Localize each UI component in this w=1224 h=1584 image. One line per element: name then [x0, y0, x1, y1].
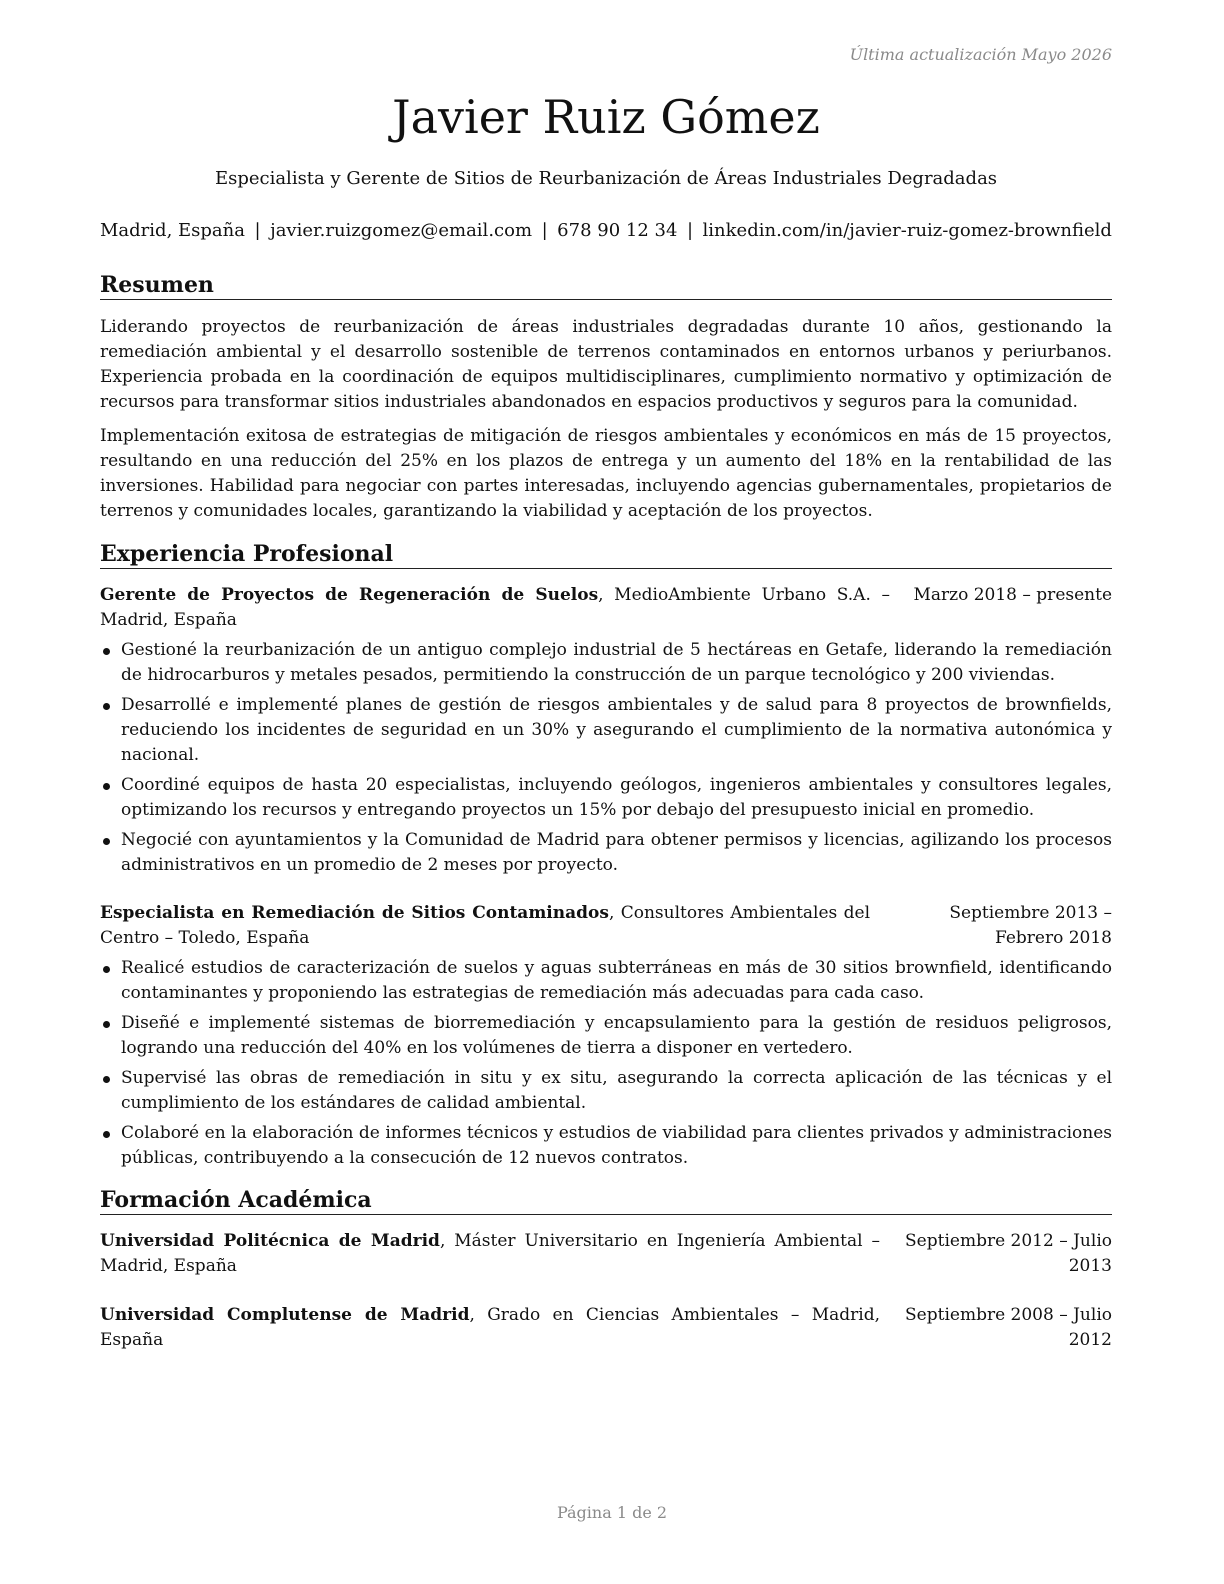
- bullet-text: Diseñé e implementé sistemas de biorremediación y encapsulamiento para la gestión de residuos peligrosos, logrando una reducción del 40% en los volúmenes de tierra a disponer en vertedero.: [121, 1013, 1112, 1058]
- job-title-line: [100, 901, 870, 951]
- contact-separator: |: [686, 220, 694, 241]
- summary-paragraph-2: Implementación exitosa de estrategias de mitigación de riesgos ambientales y económicos en más de 15 proyectos, resultando en una reducción del 25% en los plazos de entrega y un aumento del 18% en la rentabilidad de las inversiones. Habilidad para negociar con partes interesadas, incluyendo agencias gubernamentales, propietarios de terrenos y comunidades locales, garantizando la viabilidad y aceptación de los proyectos.: [100, 426, 1112, 521]
- job-role: Gerente de Proyectos de Regeneración de Suelos: [100, 585, 599, 605]
- education-entry: [100, 1303, 1112, 1353]
- last-updated: Última actualización Mayo 2026: [849, 45, 1112, 64]
- section-title-education: Formación Académica: [100, 1186, 1112, 1215]
- contact-email[interactable]: javier.ruizgomez@email.com: [270, 220, 533, 241]
- bullet-text: Gestioné la reurbanización de un antiguo complejo industrial de 5 hectáreas en Getafe, liderando la remediación de hidrocarburos y metales pesados, permitiendo la construcción de un parque tecnológico y 200 viviendas.: [121, 640, 1112, 685]
- education-dates: Septiembre 2008 – Julio 2012: [905, 1305, 1112, 1350]
- education-title-line: [100, 1229, 880, 1279]
- bullet-text: Supervisé las obras de remediación in situ y ex situ, asegurando la correcta aplicación de las técnicas y el cumplimiento de los estándares de calidad ambiental.: [121, 1068, 1112, 1113]
- bullet-text: Desarrollé e implementé planes de gestión de riesgos ambientales y de salud para 8 proyectos de brownfields, reduciendo los incidentes de seguridad en un 30% y asegurando el cumplimiento de la normativa autonómica y nacional.: [121, 695, 1112, 765]
- contact-separator: |: [541, 220, 548, 241]
- job-dates: Marzo 2018 – presente: [913, 585, 1112, 605]
- job-header: [100, 901, 1112, 951]
- bullet-text: Coordiné equipos de hasta 20 especialistas, incluyendo geólogos, ingenieros ambientales y consultores legales, optimizando los recursos y entregando proyectos un 15% por debajo del presupuesto inicial en promedio.: [121, 775, 1112, 820]
- education-degree: , Máster Universitario en Ingeniería Ambiental – Madrid, España: [100, 1231, 880, 1276]
- education-dates: Septiembre 2012 – Julio 2013: [905, 1231, 1112, 1276]
- bullet-text: Negocié con ayuntamientos y la Comunidad de Madrid para obtener permisos y licencias, agilizando los procesos administrativos en un promedio de 2 meses por proyecto.: [121, 830, 1112, 875]
- bullet-icon: [103, 703, 110, 710]
- bullet-icon: [103, 1021, 110, 1028]
- job-title-line: [100, 583, 890, 633]
- bullet-icon: [103, 1076, 110, 1083]
- education-school: Universidad Politécnica de Madrid: [100, 1231, 440, 1251]
- contact-separator: |: [254, 220, 261, 241]
- contact-linkedin[interactable]: linkedin.com/in/javier-ruiz-gomez-brownfield: [702, 220, 1112, 241]
- section-title-experience: Experiencia Profesional: [100, 540, 1112, 569]
- bullet-text: Colaboré en la elaboración de informes técnicos y estudios de viabilidad para clientes privados y administraciones públicas, contribuyendo a la consecución de 12 nuevos contratos.: [121, 1123, 1112, 1168]
- summary-paragraph-1: Liderando proyectos de reurbanización de áreas industriales degradadas durante 10 años, gestionando la remediación ambiental y el desarrollo sostenible de terrenos contaminados en entornos urbanos y periurbanos. Experiencia probada en la coordinación de equipos multidisciplinares, cumplimiento normativo y optimización de recursos para transformar sitios industriales abandonados en espacios productivos y seguros para la comunidad.: [100, 317, 1112, 412]
- contact-phone: 678 90 12 34: [557, 220, 678, 241]
- job-role: Especialista en Remediación de Sitios Contaminados: [100, 903, 609, 923]
- bullet-icon: [103, 648, 110, 655]
- bullet-text: Realicé estudios de caracterización de suelos y aguas subterráneas en más de 30 sitios brownfield, identificando contaminantes y proponiendo las estrategias de remediación más adecuadas para cada caso.: [121, 958, 1112, 1003]
- contact-line: [100, 220, 1112, 241]
- job-organization: , Consultores Ambientales del Centro – Toledo, España: [100, 903, 871, 948]
- list-item: [100, 693, 1112, 768]
- education-entry: [100, 1229, 1112, 1279]
- section-title-summary: Resumen: [100, 271, 1112, 300]
- job-organization: , MedioAmbiente Urbano S.A. – Madrid, España: [100, 585, 890, 630]
- list-item: [100, 773, 1112, 823]
- education-school: Universidad Complutense de Madrid: [100, 1305, 470, 1325]
- list-item: [100, 1066, 1112, 1116]
- job-header: [100, 583, 1112, 633]
- bullet-icon: [103, 966, 110, 973]
- candidate-headline: Especialista y Gerente de Sitios de Reurbanización de Áreas Industriales Degradadas: [214, 168, 998, 189]
- job-dates: Septiembre 2013 – Febrero 2018: [949, 903, 1112, 948]
- list-item: [100, 638, 1112, 688]
- education-degree: , Grado en Ciencias Ambientales – Madrid, España: [100, 1305, 880, 1350]
- page-number: Página 1 de 2: [556, 1503, 668, 1522]
- job-bullets: [100, 638, 1112, 883]
- candidate-name: Javier Ruiz Gómez: [392, 90, 820, 144]
- job-bullets: [100, 956, 1112, 1176]
- education-title-line: [100, 1303, 880, 1353]
- bullet-icon: [103, 783, 110, 790]
- contact-location: Madrid, España: [100, 220, 245, 241]
- bullet-icon: [103, 1131, 110, 1138]
- list-item: [100, 956, 1112, 1006]
- list-item: [100, 1121, 1112, 1171]
- bullet-icon: [103, 838, 110, 845]
- list-item: [100, 1011, 1112, 1061]
- list-item: [100, 828, 1112, 878]
